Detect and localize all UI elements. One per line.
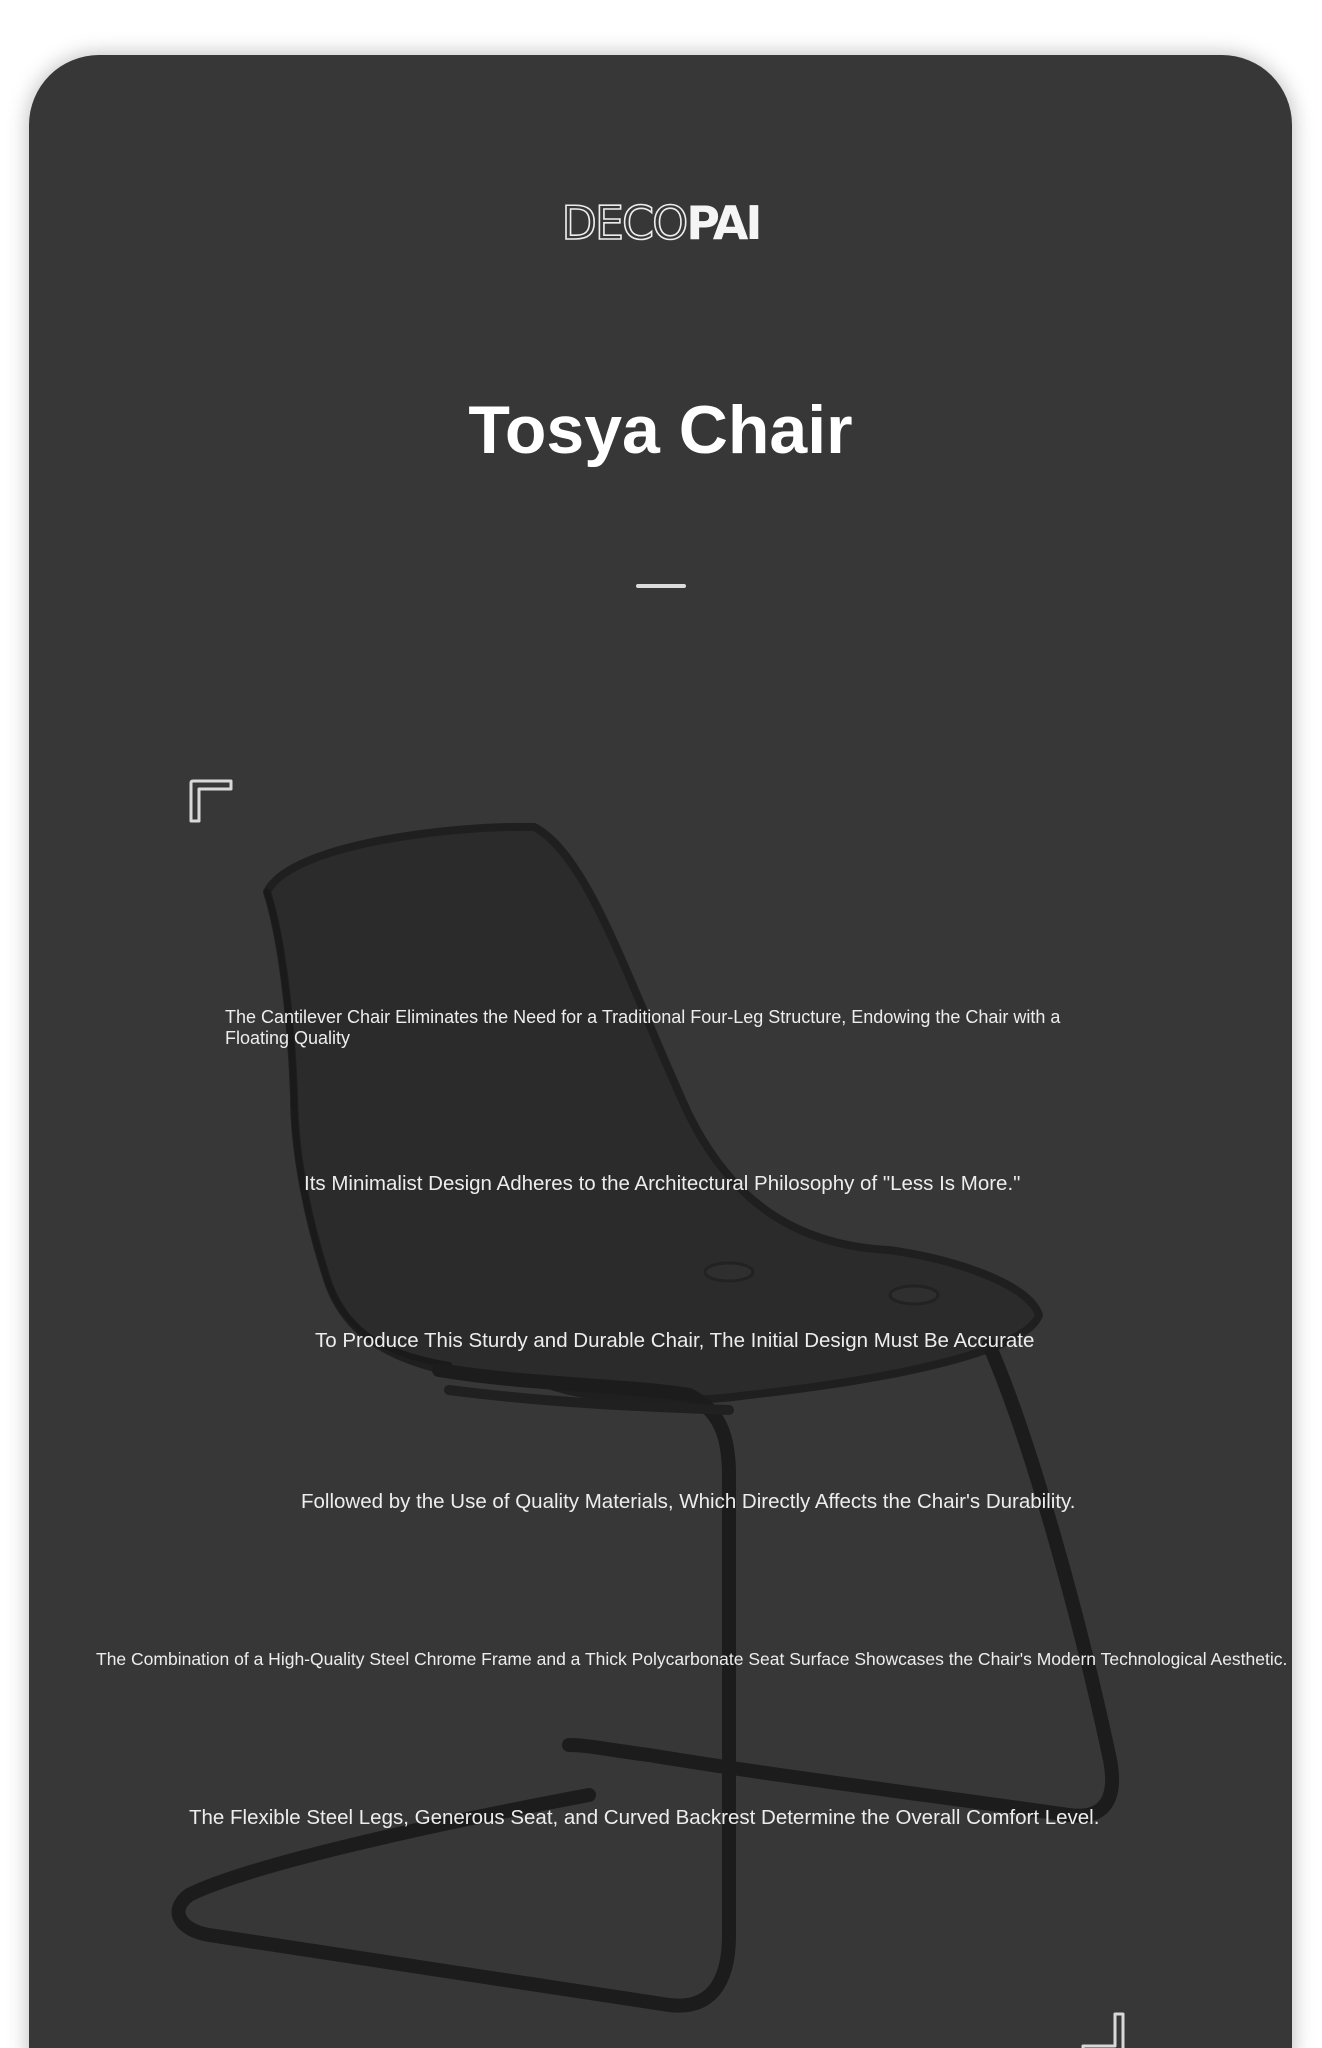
title-divider	[636, 584, 686, 588]
product-card	[29, 55, 1292, 2048]
logo-text-deco: DECO	[561, 196, 687, 250]
corner-bracket-icon	[1079, 2010, 1127, 2048]
feature-text: Followed by the Use of Quality Materials, Which Directly Affects the Chair's Durability.	[301, 1490, 1076, 1513]
chair-frame-front	[569, 1345, 1112, 1816]
feature-text: Its Minimalist Design Adheres to the Architectural Philosophy of "Less Is More."	[304, 1172, 1021, 1195]
feature-text: To Produce This Sturdy and Durable Chair, The Initial Design Must Be Accurate	[315, 1329, 1035, 1352]
feature-text: The Cantilever Chair Eliminates the Need for a Traditional Four-Leg Structure, Endowing the Chair with a Floating Quality	[225, 1007, 1061, 1048]
seat-mount	[890, 1286, 938, 1304]
feature-text: The Combination of a High-Quality Steel Chrome Frame and a Thick Polycarbonate Seat Surface Showcases the Chair's Modern Technological Aesthetic.	[96, 1649, 1288, 1669]
chair-shell	[267, 827, 1039, 1400]
chair-illustration	[29, 55, 1292, 2048]
page-title: Tosya Chair	[468, 392, 853, 468]
logo-text-pai: PAI	[686, 196, 760, 250]
brand-logo	[29, 193, 1292, 253]
corner-bracket-icon	[187, 777, 235, 825]
seat-mount	[705, 1263, 753, 1281]
feature-text: The Flexible Steel Legs, Generous Seat, and Curved Backrest Determine the Overall Comfort Level.	[189, 1806, 1100, 1829]
chair-frame-rear	[179, 1370, 729, 2006]
